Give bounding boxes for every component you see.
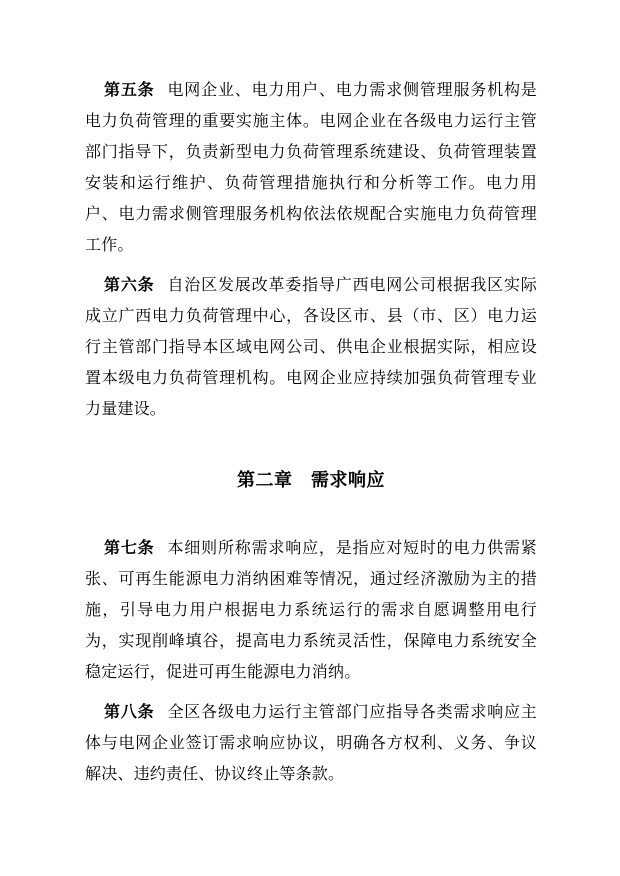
document-content (85, 75, 537, 799)
article-5-paragraph (85, 75, 537, 261)
article-5-text: 电网企业、电力用户、电力需求侧管理服务机构是电力负荷管理的重要实施主体。电网企业在各级电力运行主管部门指导下，负责新型电力负荷管理系统建设、负荷管理装置安装和运行维护、负荷管理措施执行和分析等工作。电力用户、电力需求侧管理服务机构依法依规配合实施电力负荷管理工作。 (85, 82, 537, 254)
article-6-paragraph (85, 270, 537, 425)
article-7-label: 第七条 (104, 540, 155, 557)
article-6-label: 第六条 (104, 277, 155, 294)
article-8-paragraph (85, 697, 537, 790)
chapter-heading: 第二章 需求响应 (237, 470, 385, 490)
article-5-label: 第五条 (104, 82, 155, 99)
article-7-text: 本细则所称需求响应，是指应对短时的电力供需紧张、可再生能源电力消纳困难等情况，通过经济激励为主的措施，引导电力用户根据电力系统运行的需求自愿调整用电行为，实现削峰填谷，提高电力系统灵活性，保障电力系统安全稳定运行，促进可再生能源电力消纳。 (85, 540, 537, 681)
article-8-label: 第八条 (104, 704, 155, 721)
article-8-text: 全区各级电力运行主管部门应指导各类需求响应主体与电网企业签订需求响应协议，明确各方权利、义务、争议解决、违约责任、协议终止等条款。 (85, 704, 537, 783)
article-7-paragraph (85, 533, 537, 688)
article-6-text: 自治区发展改革委指导广西电网公司根据我区实际成立广西电力负荷管理中心，各设区市、县（市、区）电力运行主管部门指导本区域电网公司、供电企业根据实际，相应设置本级电力负荷管理机构。电网企业应持续加强负荷管理专业力量建设。 (85, 277, 537, 418)
